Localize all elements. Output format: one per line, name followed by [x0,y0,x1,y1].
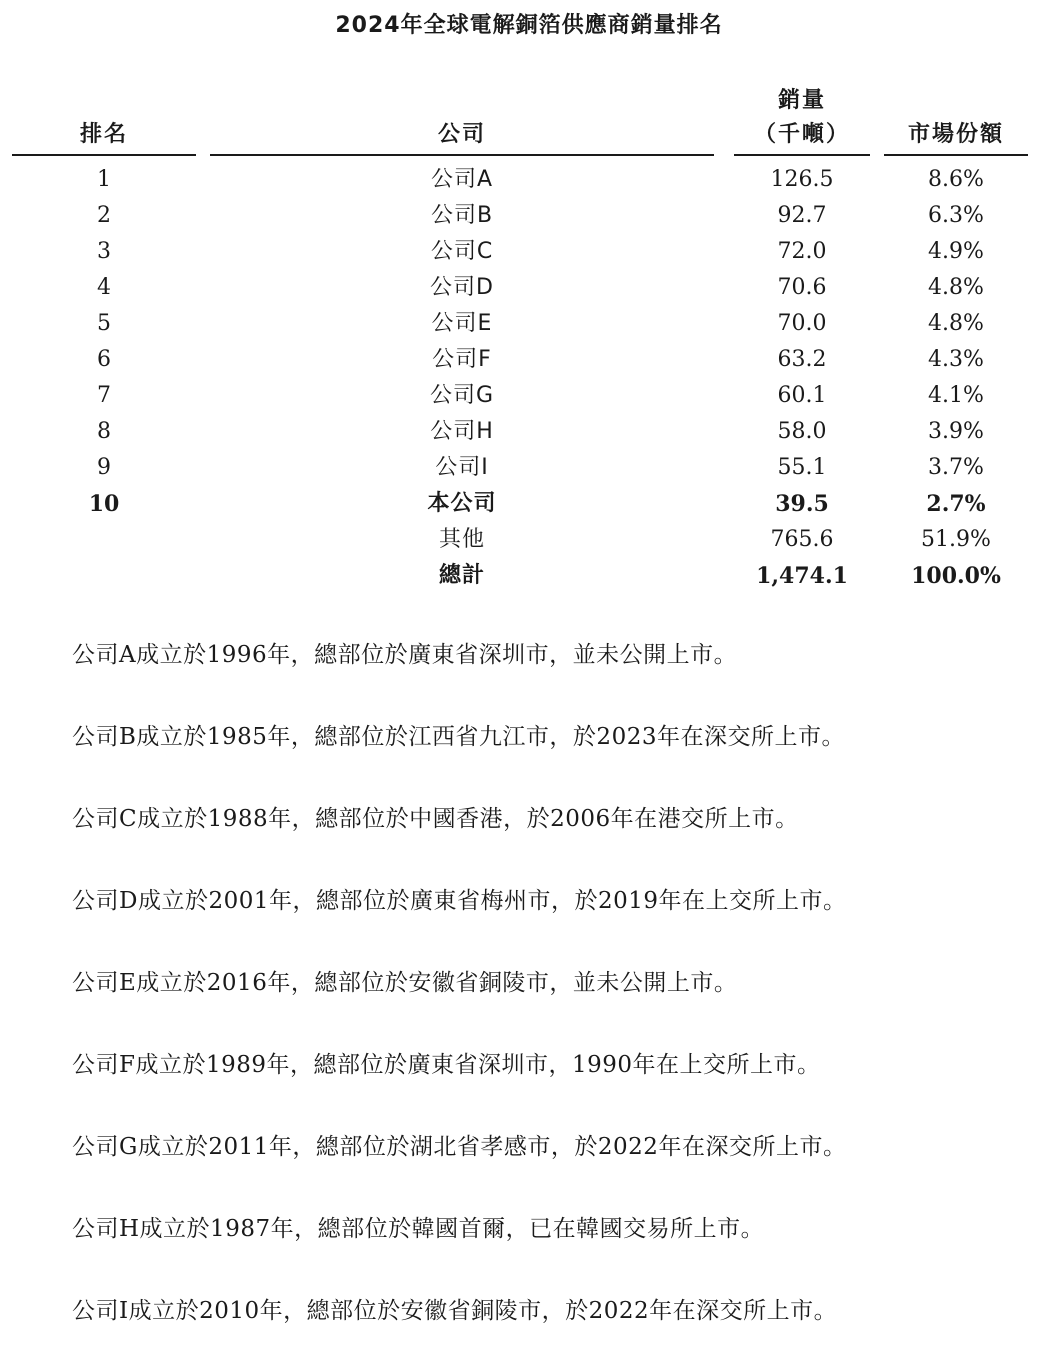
table-row [0,342,1058,378]
table-row [0,378,1058,414]
header-rule-rank [12,154,196,156]
rank-cell: 9 [97,455,111,480]
company-note: 公司F成立於1989年，總部位於廣東省深圳市，1990年在上交所上市。 [72,1052,821,1078]
header-company: 公司 [437,122,486,147]
sales-cell: 70.6 [777,275,827,300]
rank-cell: 10 [88,491,120,517]
company-cell: 公司F [432,347,492,372]
table-row [0,198,1058,234]
table-row [0,450,1058,486]
share-cell: 100.0% [911,563,1001,589]
company-notes [72,634,1032,1372]
sales-cell: 39.5 [775,491,829,517]
rank-cell: 2 [97,203,111,228]
company-note: 公司D成立於2001年，總部位於廣東省梅州市，於2019年在上交所上市。 [72,888,847,914]
rank-cell: 8 [97,419,111,444]
table-row [0,162,1058,198]
header-rule-company [210,154,714,156]
company-cell: 公司A [430,167,494,192]
sales-cell: 63.2 [777,347,827,372]
company-note: 公司A成立於1996年，總部位於廣東省深圳市，並未公開上市。 [72,642,738,668]
sales-cell: 1,474.1 [756,563,848,589]
company-cell: 公司H [430,419,494,444]
header-share: 市場份額 [907,122,1004,147]
table-row-others [0,522,1058,558]
share-cell: 4.8% [928,275,984,300]
share-cell: 3.9% [928,419,984,444]
rank-cell: 4 [97,275,111,300]
rank-cell: 6 [97,347,111,372]
company-cell: 公司C [430,239,494,264]
table-row [0,234,1058,270]
share-cell: 4.1% [928,383,984,408]
sales-cell: 765.6 [770,527,834,552]
share-cell: 4.8% [928,311,984,336]
company-cell: 公司G [429,383,495,408]
company-note: 公司E成立於2016年，總部位於安徽省銅陵市，並未公開上市。 [72,970,738,996]
header-sales-line2: （千噸） [753,122,850,147]
rank-cell: 7 [97,383,111,408]
share-cell: 4.3% [928,347,984,372]
share-cell: 4.9% [928,239,984,264]
sales-cell: 70.0 [777,311,827,336]
sales-cell: 72.0 [777,239,827,264]
sales-cell: 60.1 [777,383,827,408]
company-cell: 公司I [435,455,489,480]
header-sales-line1: 銷量 [777,88,826,113]
sales-cell: 55.1 [777,455,827,480]
rank-cell: 3 [97,239,111,264]
table-row [0,270,1058,306]
company-cell: 公司D [430,275,494,300]
share-cell: 3.7% [928,455,984,480]
share-cell: 51.9% [921,527,991,552]
company-cell: 本公司 [427,491,497,516]
table-row [0,414,1058,450]
rank-cell: 5 [97,311,111,336]
company-cell: 公司E [431,311,493,336]
company-cell: 公司B [430,203,494,228]
company-cell: 其他 [438,527,485,552]
share-cell: 2.7% [926,491,986,517]
header-rank: 排名 [79,122,128,147]
share-cell: 8.6% [928,167,984,192]
share-cell: 6.3% [928,203,984,228]
table-row [0,306,1058,342]
header-rule-share [884,154,1028,156]
ranking-table-body [0,162,1058,594]
rank-cell: 1 [97,167,111,192]
page-title: 2024年全球電解銅箔供應商銷量排名 [335,13,723,38]
company-note: 公司G成立於2011年，總部位於湖北省孝感市，於2022年在深交所上市。 [72,1134,847,1160]
company-note: 公司H成立於1987年，總部位於韓國首爾，已在韓國交易所上市。 [72,1216,765,1242]
table-row-total [0,558,1058,594]
company-cell: 總計 [438,563,485,588]
table-row-own-company [0,486,1058,522]
header-rule-sales [734,154,870,156]
sales-cell: 58.0 [777,419,827,444]
company-note: 公司B成立於1985年，總部位於江西省九江市，於2023年在深交所上市。 [72,724,845,750]
company-note: 公司C成立於1988年，總部位於中國香港，於2006年在港交所上市。 [72,806,799,832]
sales-cell: 92.7 [777,203,827,228]
sales-cell: 126.5 [770,167,834,192]
company-note: 公司I成立於2010年，總部位於安徽省銅陵市，於2022年在深交所上市。 [72,1298,838,1324]
